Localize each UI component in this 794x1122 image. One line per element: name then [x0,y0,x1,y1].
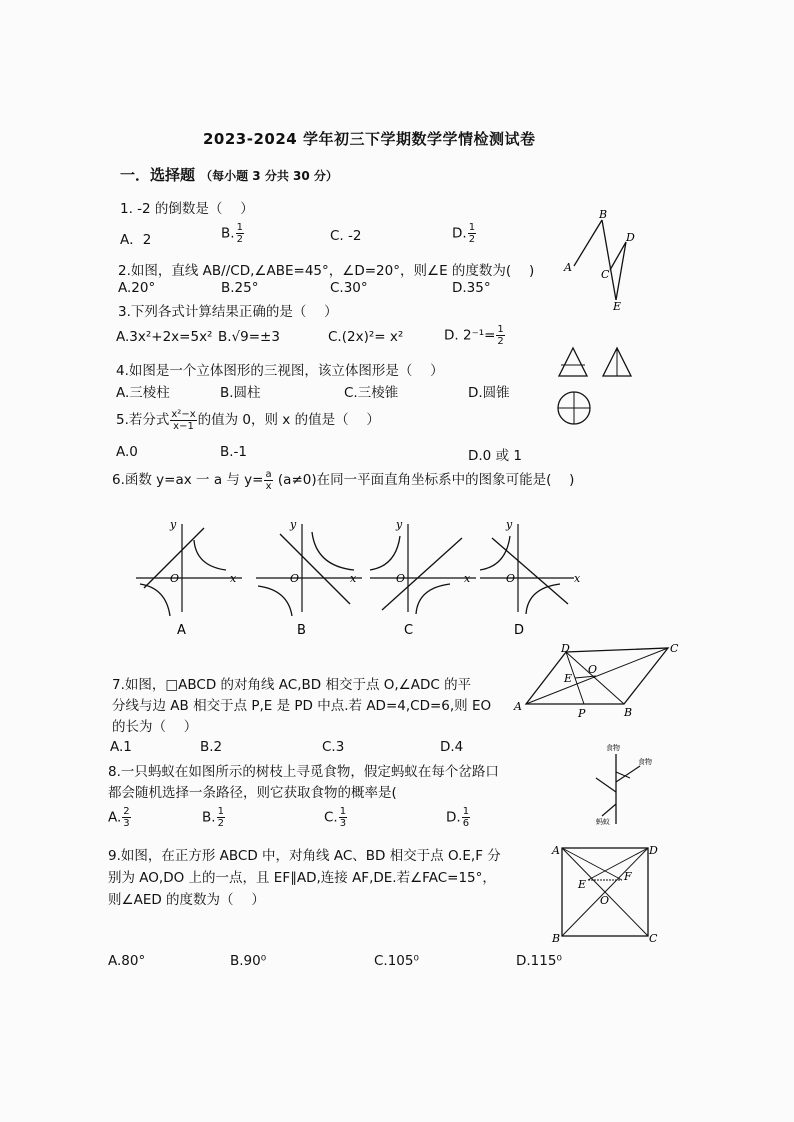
label-o: O [588,663,598,676]
hyperbola-branch-2 [258,586,292,616]
q1-option-b-prefix: B. [221,225,235,242]
q5-stem [116,408,380,432]
label-d: D [561,642,570,655]
q3-option-d-fraction [496,324,504,347]
q4-option-b: B.圆柱 [220,385,261,401]
segment-af [562,848,622,880]
x-axis-label: x [574,572,581,585]
q8-option-b [202,806,226,829]
q5-stem-post: 的值为 0，则 x 的值是（ ） [197,412,380,428]
q1-stem: 1. -2 的倒数是（ ） [120,201,254,217]
label-b: B [599,208,608,221]
q9-option-a: A.80° [108,953,146,969]
q9-option-b: B.90⁰ [230,953,267,969]
hyperbola-branch-2 [526,584,560,614]
label-a: A [552,844,560,857]
fraction-denominator: 2 [468,234,476,245]
x-axis-label: x [230,572,237,585]
q7-stem-line-1: 7.如图，□ABCD 的对角线 AC,BD 相交于点 O,∠ADC 的平 [112,677,472,693]
q3-option-a: A.3x²+2x=5x² [116,329,213,345]
q9-stem-line-1: 9.如图，在正方形 ABCD 中，对角线 AC、BD 相交于点 O.E,F 分 [108,848,501,864]
q8-option-a-prefix: A. [108,809,122,826]
graph-label-d: D [514,623,525,638]
label-c: C [670,642,679,655]
q1-option-d-fraction [468,222,476,245]
q2-stem: 2.如图，直线 AB//CD,∠ABE=45°，∠D=20°，则∠E 的度数为( ) [118,263,535,279]
q7-option-c: C.3 [322,739,345,755]
label-o: O [600,894,610,907]
q1-option-a: A．2 [120,232,152,248]
q9-figure [550,838,660,948]
fraction-numerator: x²−x [171,408,196,420]
fraction-numerator: 1 [462,806,470,817]
label-f: F [624,870,632,883]
hyperbola-branch-1 [370,536,400,570]
q6-graph-a [130,518,250,638]
q3-option-b: B.√9=±3 [218,329,280,345]
x-axis-label: x [464,572,471,585]
food-label-2: 食物 [638,758,652,766]
fraction-numerator: 2 [123,806,130,817]
q2-option-a: A.20° [118,280,156,296]
fraction-denominator: 3 [123,818,130,829]
label-a: A [564,261,572,274]
section-heading [120,164,338,185]
q2-figure [560,208,650,318]
graph-label-b: B [297,623,306,638]
q2-option-c: C.30° [330,280,368,296]
q8-option-a [108,806,132,829]
q5-option-b: B.-1 [220,444,248,460]
fraction-numerator: 1 [339,806,347,817]
fraction-numerator: a [265,468,272,480]
q1-option-d [452,222,477,245]
line-graph [492,538,568,604]
graph-label-a: A [177,623,186,638]
q6-graph-c [364,518,484,638]
food-label-1: 食物 [606,744,620,752]
q6-fraction [264,469,272,492]
q7-stem-line-3: 的长为（ ） [112,719,198,735]
y-axis-label: y [290,518,297,531]
label-c: C [649,932,658,945]
line-graph [382,538,462,610]
graph-label-c: C [404,623,414,638]
q8-option-b-fraction [217,806,225,829]
ant-label: 蚂蚁 [596,818,610,826]
fraction-numerator: 1 [236,222,243,233]
q8-tree-figure [588,742,668,828]
q9-stem-line-3: 则∠AED 的度数为（ ） [108,892,265,908]
origin-label: O [506,572,516,585]
label-p: P [578,707,586,720]
q8-option-a-fraction [122,806,130,829]
y-axis-label: y [506,518,513,531]
fraction-denominator: 2 [236,234,243,245]
q7-option-b: B.2 [200,739,223,755]
q6-stem-post: (a≠0)在同一平面直角坐标系中的图象可能是( ) [273,472,575,488]
q8-option-d-fraction [462,806,470,829]
label-e: E [564,672,573,685]
q8-option-b-prefix: B. [202,809,216,826]
hyperbola-branch-1 [312,532,354,570]
fraction-denominator: 6 [462,818,470,829]
segment-de [588,848,648,880]
q3-option-d-prefix: D. 2⁻¹= [444,327,496,344]
q2-option-d: D.35° [452,280,491,296]
fraction-denominator: x [265,480,272,492]
q1-option-b-fraction [236,222,244,245]
origin-label: O [396,572,406,585]
label-d: D [649,844,658,857]
fraction-numerator: 1 [468,222,476,233]
line-ab [574,220,602,266]
q4-stem: 4.如图是一个立体图形的三视图，该立体图形是（ ） [116,363,444,379]
q6-graph-d [474,518,594,638]
label-d: D [626,231,635,244]
label-b: B [624,706,633,719]
q8-option-d [446,806,471,829]
label-a: A [514,700,522,713]
q3-stem: 3.下列各式计算结果正确的是（ ） [118,304,338,320]
front-view-triangle [559,348,587,376]
tree-branch-left [596,778,616,792]
fraction-numerator: 1 [217,806,224,817]
label-c: C [601,268,610,281]
label-e: E [578,878,587,891]
q4-option-a: A.三棱柱 [116,385,170,401]
origin-label: O [170,572,180,585]
line-be [602,220,616,300]
q5-stem-pre: 5.若分式 [116,412,170,428]
q6-graph-b [250,518,370,638]
y-axis-label: y [396,518,403,531]
q8-option-c-prefix: C. [324,809,338,826]
section-note: （每小题 3 分共 30 分） [200,169,338,183]
q8-stem-line-1: 8.一只蚂蚁在如图所示的树枝上寻觅食物，假定蚂蚁在每个岔路口 [108,764,499,780]
fraction-denominator: 2 [497,336,504,347]
section-title: 一．选择题 [120,166,196,184]
q1-option-d-prefix: D. [452,225,467,242]
q1-option-c: C. -2 [330,228,362,244]
label-e: E [613,300,622,313]
q9-option-c: C.105⁰ [374,953,419,969]
q9-option-d: D.115⁰ [516,953,562,969]
q6-stem-pre: 6.函数 y=ax 一 a 与 y= [112,472,264,488]
origin-label: O [290,572,300,585]
fraction-denominator: x−1 [173,420,194,432]
q8-stem-line-2: 都会随机选择一条路径，则它获取食物的概率是( [108,785,397,801]
q3-option-d [444,324,506,347]
y-axis-label: y [170,518,177,531]
q9-stem-line-2: 别为 AO,DO 上的一点，且 EF∥AD,连接 AF,DE.若∠FAC=15°， [108,870,496,886]
q6-stem [112,468,574,492]
q2-option-b: B.25° [221,280,259,296]
q5-fraction [170,409,196,432]
label-b: B [552,932,561,945]
q7-option-a: A.1 [110,739,132,755]
fraction-numerator: 1 [497,324,504,335]
q4-option-d: D.圆锥 [468,385,510,401]
q5-option-a: A.0 [116,444,138,460]
hyperbola-branch-2 [416,584,450,614]
q3-option-c: C.(2x)²= x² [328,329,404,345]
q4-three-views [555,344,635,430]
q8-option-d-prefix: D. [446,809,461,826]
q7-option-d: D.4 [440,739,464,755]
hyperbola-branch-2 [140,584,170,616]
tree-branch-lower [602,804,616,816]
q5-option-d: D.0 或 1 [468,448,522,464]
q1-option-b [221,222,245,245]
q7-stem-line-2: 分线与边 AB 相交于点 P,E 是 PD 中点.若 AD=4,CD=6,则 EO [112,698,492,714]
hyperbola-branch-1 [194,540,226,570]
fraction-denominator: 3 [339,818,347,829]
fraction-denominator: 2 [217,818,224,829]
q8-option-c-fraction [339,806,347,829]
q4-option-c: C.三棱锥 [344,385,399,401]
q7-figure [512,640,682,722]
x-axis-label: x [350,572,357,585]
q8-option-c [324,806,348,829]
page-title: 2023-2024 学年初三下学期数学学情检测试卷 [203,130,536,148]
